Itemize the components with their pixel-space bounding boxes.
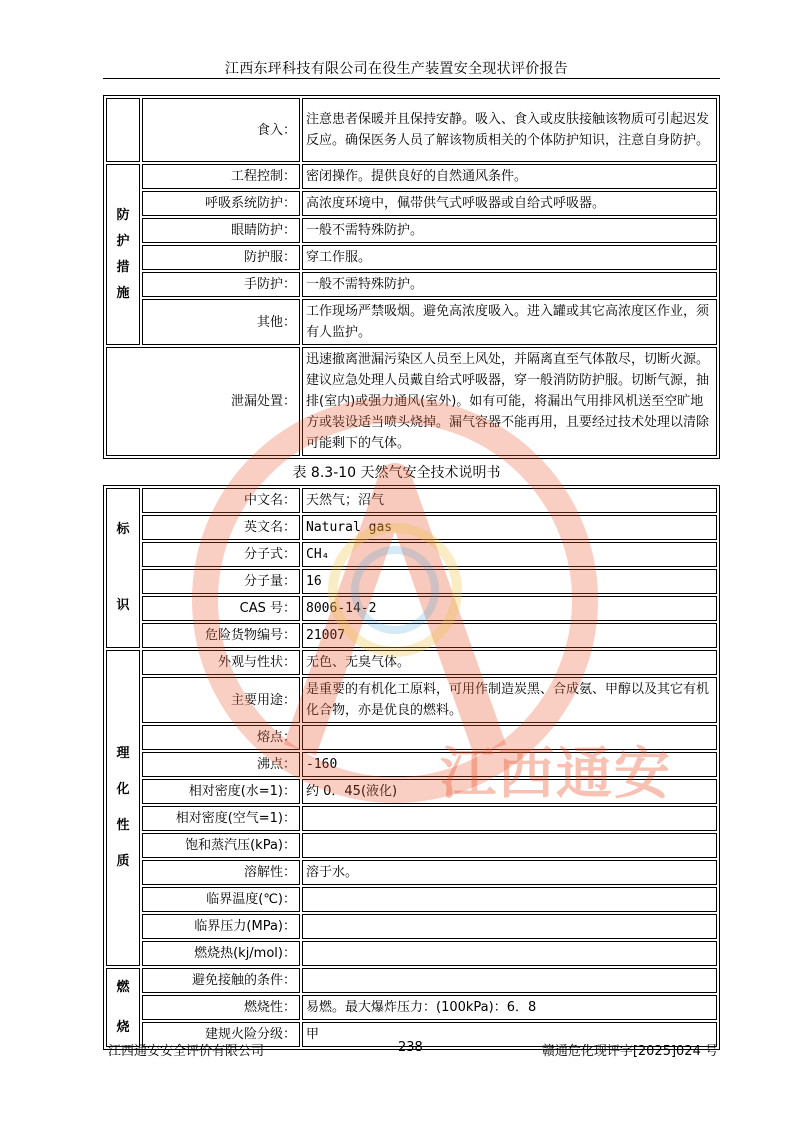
field-label: 食入： [142,98,300,162]
table-row [106,833,717,858]
table-row [106,860,717,885]
field-label: 中文名： [142,488,300,513]
field-label: 分子式： [142,542,300,567]
field-value: 约 0．45(液化) [302,779,717,804]
field-label: 危险货物编号： [142,623,300,648]
table-row [106,569,717,594]
field-label: 临界压力(MPa)： [142,914,300,939]
field-value: 密闭操作。提供良好的自然通风条件。 [302,164,717,189]
field-value: 穿工作服。 [302,245,717,270]
field-value: 注意患者保暖并且保持安静。吸入、食入或皮肤接触该物质可引起迟发反应。确保医务人员了解该物质相关的个体防护知识，注意自身防护。 [302,98,717,162]
category-protection: 防 护 措 施 [106,164,140,345]
field-label: 其他： [142,299,300,345]
field-value [302,914,717,939]
field-value [302,968,717,993]
field-value: Natural gas [302,515,717,540]
page-header-title: 江西东玶科技有限公司在役生产装置安全现状评价报告 [224,61,569,77]
table-row [106,887,717,912]
field-value: 无色、无臭气体。 [302,650,717,675]
field-label: 呼吸系统防护： [142,191,300,216]
field-label: 泄漏处置： [106,347,300,456]
field-value: 8006-14-2 [302,596,717,621]
table-row [106,941,717,966]
table-row [106,968,717,993]
field-label: 眼睛防护： [142,218,300,243]
field-label: 防护服： [142,245,300,270]
table-row [106,914,717,939]
field-label: 英文名： [142,515,300,540]
table-row [106,779,717,804]
field-value: 迅速撤离泄漏污染区人员至上风处，并隔离直至气体散尽，切断火源。建议应急处理人员戴自给式呼吸器，穿一般消防防护服。切断气源，抽排(室内)或强力通风(室外)。如有可能，将漏出气用排风机送至空旷地方或装设适当喷头烧掉。漏气容器不能再用，且要经过技术处理以清除可能剩下的气体。 [302,347,717,456]
field-label: 燃烧性： [142,995,300,1020]
field-label: 避免接触的条件： [142,968,300,993]
field-value [302,806,717,831]
category-identity: 标 识 [106,488,140,648]
field-label: 手防护： [142,272,300,297]
field-label: CAS 号： [142,596,300,621]
field-value [302,887,717,912]
field-value: 一般不需特殊防护。 [302,272,717,297]
footer-company: 江西通安安全评价有限公司 [108,1044,265,1059]
category-combustion: 燃 烧 [106,968,140,1047]
field-label: 相对密度(空气=1)： [142,806,300,831]
field-value: 易燃。最大爆炸压力：(100kPa)：6．8 [302,995,717,1020]
field-label: 沸点： [142,752,300,777]
natural-gas-msds-table [103,485,720,1050]
table-row [106,272,717,297]
field-value: CH₄ [302,542,717,567]
field-label: 工程控制： [142,164,300,189]
table-row [106,245,717,270]
field-label: 主要用途： [142,677,300,723]
empty-category-cell [106,98,140,162]
table-row [106,98,717,162]
table-row [106,347,717,456]
table-row [106,995,717,1020]
category-physchem: 理 化 性 质 [106,650,140,966]
field-value: 工作现场严禁吸烟。避免高浓度吸入。进入罐或其它高浓度区作业，须有人监护。 [302,299,717,345]
field-value [302,725,717,750]
field-value: 一般不需特殊防护。 [302,218,717,243]
field-label: 相对密度(水=1)： [142,779,300,804]
table-row [106,488,717,513]
table-row [106,596,717,621]
field-value: 16 [302,569,717,594]
field-label: 建规火险分级： [142,1022,300,1047]
field-value: 21007 [302,623,717,648]
table-row [106,623,717,648]
field-label: 外观与性状： [142,650,300,675]
field-label: 溶解性： [142,860,300,885]
field-value [302,941,717,966]
field-value: -160 [302,752,717,777]
table-row [106,650,717,675]
table-row [106,164,717,189]
header-rule [103,78,720,79]
table-row [106,677,717,723]
table-row [106,806,717,831]
watermark-text: 江西通安 [440,742,672,807]
field-label: 分子量： [142,569,300,594]
footer-page-number: 238 [398,1040,423,1055]
table-row [106,218,717,243]
field-label: 熔点： [142,725,300,750]
table-row [106,299,717,345]
field-value: 溶于水。 [302,860,717,885]
table-caption: 表 8.3-10 天然气安全技术说明书 [292,465,501,481]
field-value: 高浓度环境中，佩带供气式呼吸器或自给式呼吸器。 [302,191,717,216]
table-row [106,515,717,540]
field-label: 燃烧热(kj/mol)： [142,941,300,966]
field-label: 饱和蒸汽压(kPa)： [142,833,300,858]
msds-table-continued [103,95,720,459]
table-row [106,191,717,216]
field-label: 临界温度(℃)： [142,887,300,912]
field-value [302,833,717,858]
field-value: 是重要的有机化工原料，可用作制造炭黑、合成氨、甲醇以及其它有机化合物，亦是优良的燃料。 [302,677,717,723]
table-row [106,752,717,777]
table-row [106,725,717,750]
field-value: 甲 [302,1022,717,1047]
field-value: 天然气；沼气 [302,488,717,513]
table-row [106,542,717,567]
footer-document-number: 赣通危化现评字[2025]024 号 [541,1044,718,1059]
